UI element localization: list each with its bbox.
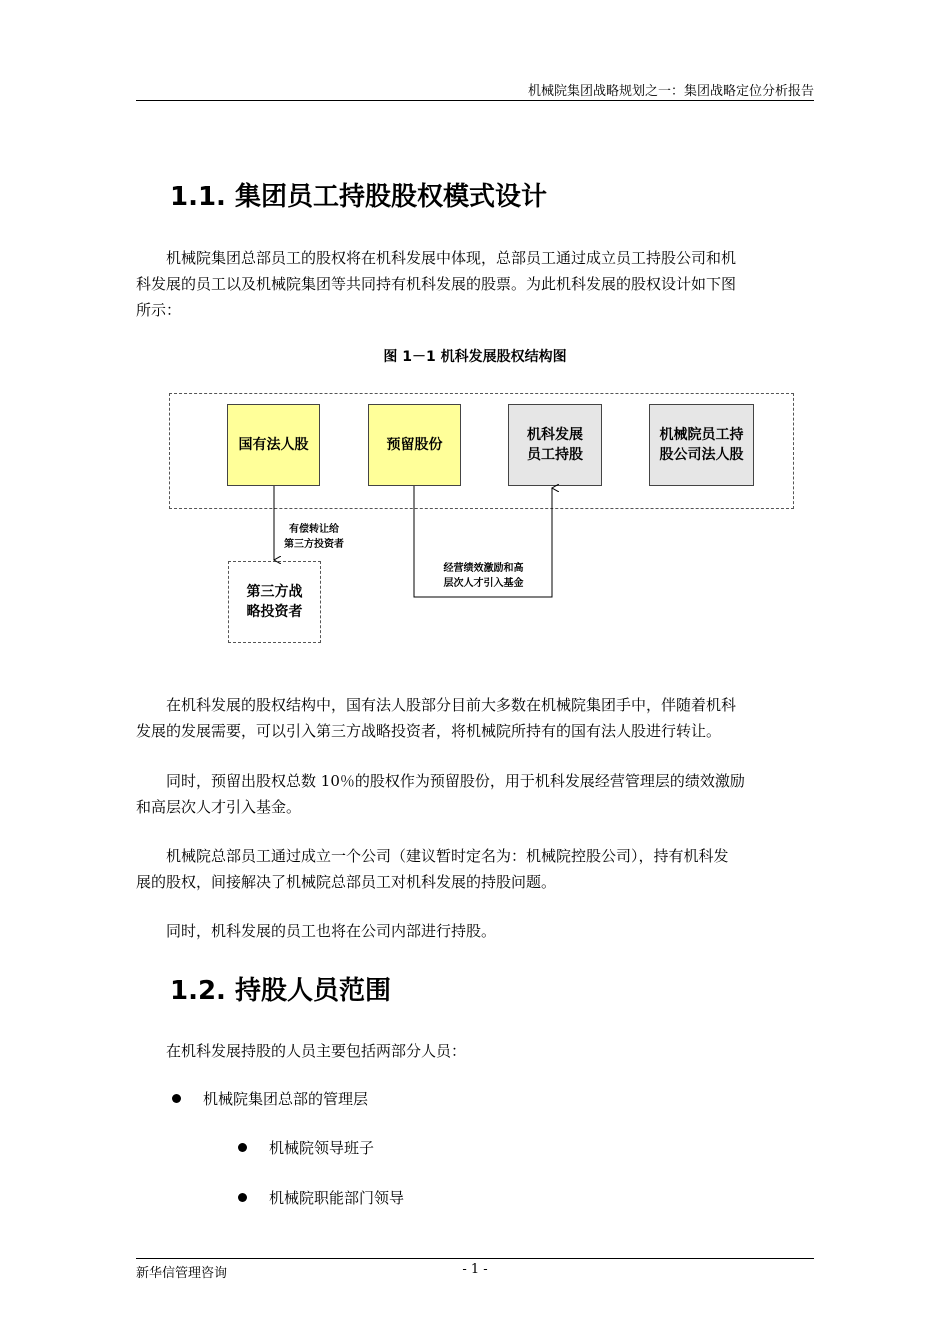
paragraph-structure bbox=[136, 692, 814, 744]
paragraph-reserved-line1: 同时，预留出股权总数 10％的股权作为预留股份，用于机科发展经营管理层的绩效激励 bbox=[166, 772, 745, 790]
figure-title: 图 1－1 机科发展股权结构图 bbox=[383, 349, 567, 365]
transfer-note-line1: 有偿转让给 bbox=[289, 524, 339, 535]
state-owned-shares-label: 国有法人股 bbox=[238, 437, 309, 453]
bullet-text-leadership: 机械院领导班子 bbox=[269, 1139, 375, 1157]
bullet-icon bbox=[238, 1143, 247, 1152]
fund-note-line1: 经营绩效激励和高 bbox=[443, 563, 524, 574]
paragraph-reserved-line2: 和高层次人才引入基金。 bbox=[136, 798, 302, 816]
paragraph-holding-company bbox=[136, 843, 814, 895]
section2-intro bbox=[136, 1038, 814, 1064]
employee-shares-label-line2: 员工持股 bbox=[527, 447, 583, 463]
bullet-icon bbox=[238, 1193, 247, 1202]
intro-line-2: 科发展的员工以及机械院集团等共同持有机科发展的股票。为此机科发展的股权设计如下图 bbox=[136, 275, 737, 293]
running-header: 机械院集团战略规划之一：集团战略定位分析报告 bbox=[527, 84, 814, 99]
section2-intro-text: 在机科发展持股的人员主要包括两部分人员： bbox=[166, 1042, 467, 1060]
paragraph-holding-line2: 展的股权，间接解决了机械院总部员工对机科发展的持股问题。 bbox=[136, 873, 557, 891]
section-heading-1-2: 1.2. 持股人员范围 bbox=[170, 976, 391, 1006]
paragraph-structure-line1: 在机科发展的股权结构中，国有法人股部分目前大多数在机械院集团手中，伴随着机科 bbox=[166, 696, 737, 714]
investor-label-line2: 略投资者 bbox=[246, 604, 303, 620]
employee-company-label-line2: 股公司法人股 bbox=[659, 447, 744, 463]
footer-rule bbox=[136, 1258, 814, 1259]
bullet-item-leadership bbox=[238, 1137, 374, 1159]
footer-company: 新华信管理咨询 bbox=[136, 1266, 228, 1281]
investor-label-line1: 第三方战 bbox=[246, 584, 303, 600]
intro-line-3: 所示： bbox=[136, 301, 182, 319]
bullet-text-department-heads: 机械院职能部门领导 bbox=[269, 1189, 405, 1207]
fund-note bbox=[416, 561, 551, 591]
paragraph-structure-line2: 发展的发展需要，可以引入第三方战略投资者，将机械院所持有的国有法人股进行转让。 bbox=[136, 722, 722, 740]
transfer-note-line2: 第三方投资者 bbox=[284, 539, 344, 550]
employee-shares-label-line1: 机科发展 bbox=[527, 427, 583, 443]
paragraph-employees-line1: 同时，机科发展的员工也将在公司内部进行持股。 bbox=[166, 922, 497, 940]
bullet-item-management bbox=[172, 1088, 368, 1110]
bullet-icon bbox=[172, 1094, 181, 1103]
intro-line-1: 机械院集团总部员工的股权将在机科发展中体现，总部员工通过成立员工持股公司和机 bbox=[166, 249, 737, 267]
fund-note-line2: 层次人才引入基金 bbox=[443, 578, 524, 589]
section-heading-1-1: 1.1. 集团员工持股股权模式设计 bbox=[170, 182, 547, 212]
paragraph-employees bbox=[136, 918, 814, 944]
bullet-item-department-heads bbox=[238, 1187, 404, 1209]
page-number: - 1 - bbox=[462, 1262, 488, 1277]
reserved-shares-label: 预留股份 bbox=[386, 437, 443, 453]
bullet-text-management: 机械院集团总部的管理层 bbox=[203, 1090, 369, 1108]
employee-company-label-line1: 机械院员工持 bbox=[659, 427, 744, 443]
paragraph-holding-line1: 机械院总部员工通过成立一个公司（建议暂时定名为：机械院控股公司），持有机科发 bbox=[166, 847, 729, 865]
paragraph-reserved bbox=[136, 768, 814, 820]
transfer-note bbox=[275, 522, 353, 552]
